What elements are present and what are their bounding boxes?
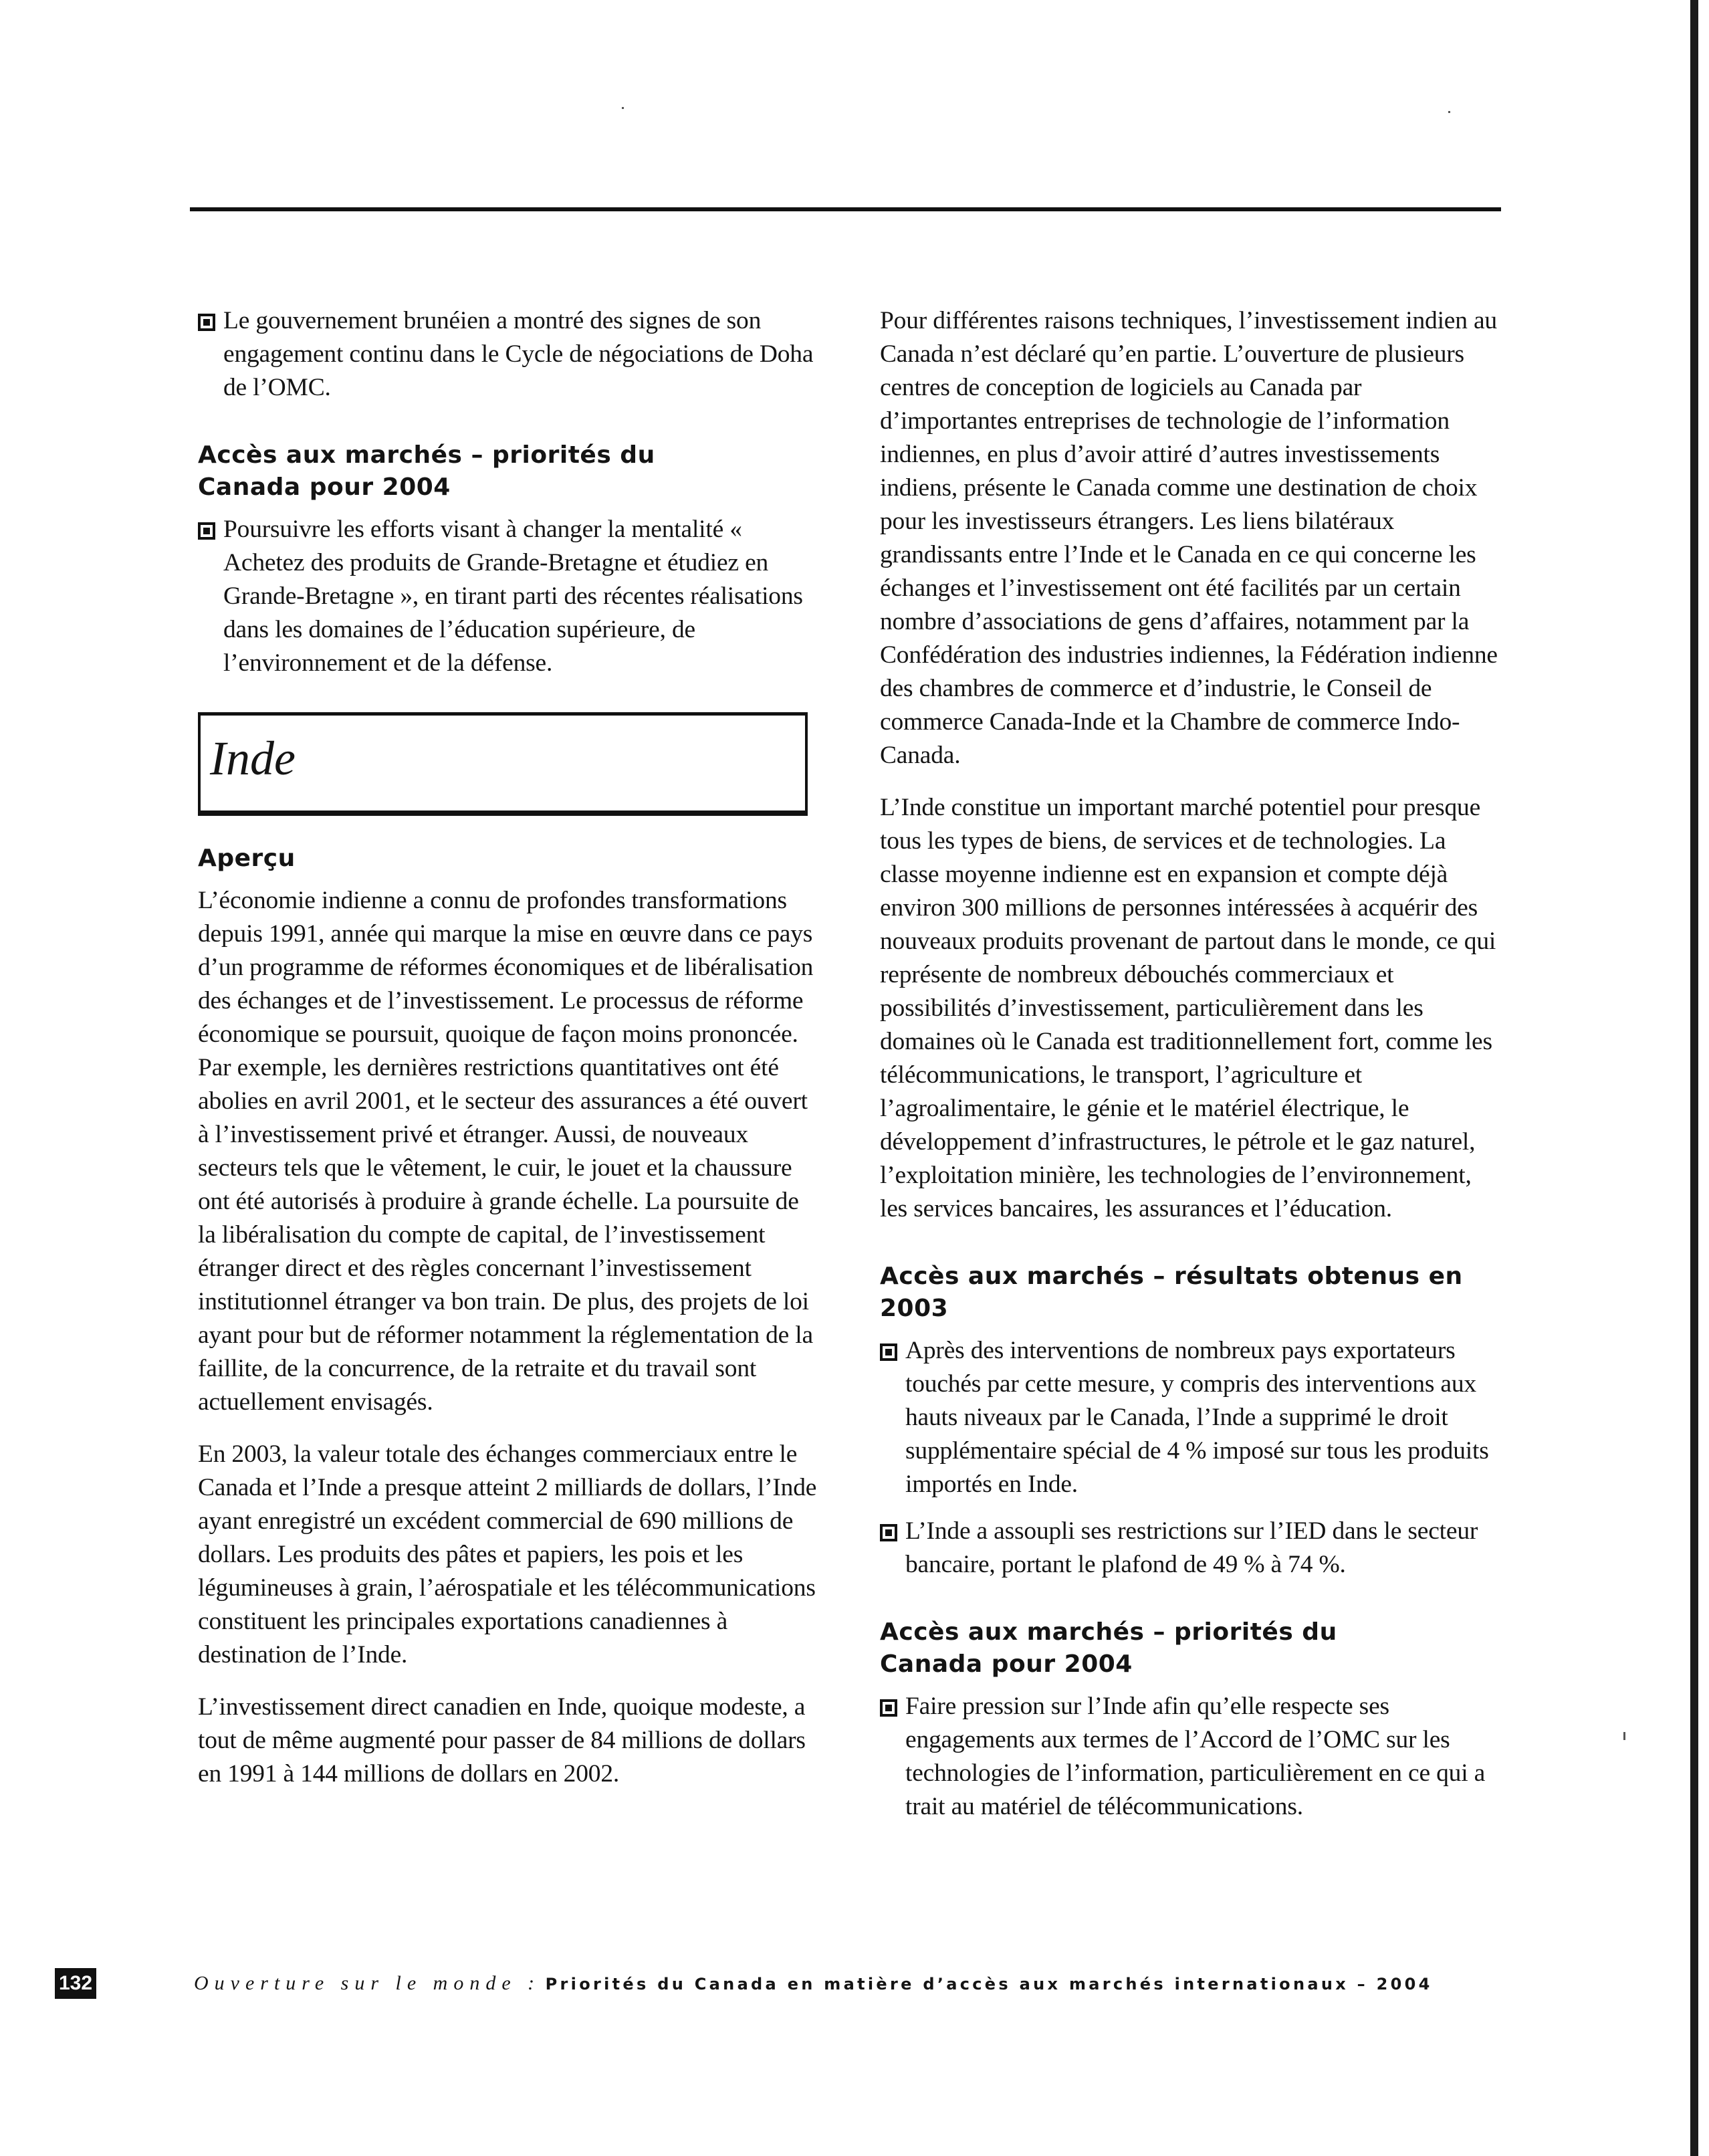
section-heading [880, 1616, 1502, 1681]
heading-line: Accès aux marchés – priorités du [198, 441, 655, 469]
footer-subtitle: Priorités du Canada en matière d’accès aux marchés internationaux – 2004 [545, 1975, 1433, 1993]
square-bullet-icon [880, 1524, 897, 1541]
paragraph: Pour différentes raisons techniques, l’investissement indien au Canada n’est déclaré qu’en partie. L’ouverture de plusieurs centres de conception de logiciels au Canada par d’importantes entreprises de technologie de l’information indiennes, en plus d’avoir attiré d’autres investissements indiens, présente le Canada comme une destination de choix pour les investisseurs étrangers. Les liens bilatéraux grandissants entre l’Inde et le Canada en ce qui concerne les échanges et l’investissement ont été facilités par un certain nombre d’associations de gens d’affaires, notamment par la Confédération des industries indiennes, la Fédération indienne des chambres de commerce et d’industrie, le Conseil de commerce Canada-Inde et la Chambre de commerce Indo-Canada. [880, 307, 1498, 769]
bullet-item [198, 304, 820, 405]
bullet-text: Poursuivre les efforts visant à changer la mentalité « Achetez des produits de Grande-Bretagne et étudiez en Grande-Bretagne », en tirant parti des récentes réalisations dans les domaines de l’éducation supérieure, de l’environnement et de la défense. [223, 516, 803, 677]
section-heading [198, 439, 820, 504]
country-section-box [198, 712, 808, 816]
paragraph: L’investissement direct canadien en Inde, quoique modeste, a tout de même augmenté pour passer de 84 millions de dollars en 1991 à 144 millions de dollars en 2002. [198, 1693, 806, 1788]
running-footer [194, 1970, 1433, 1998]
scan-edge-bar [1690, 0, 1698, 2156]
bullet-text: L’Inde a assoupli ses restrictions sur l’IED dans le secteur bancaire, portant le plafond de 49 % à 74 %. [905, 1517, 1478, 1578]
heading-line: Canada pour 2004 [198, 473, 451, 501]
square-bullet-icon [880, 1699, 897, 1717]
bullet-text: Après des interventions de nombreux pays exportateurs touchés par cette mesure, y compris des interventions aux hauts niveaux par le Canada, l’Inde a supprimé le droit supplémentaire spécial de 4 % imposé sur tous les produits importés en Inde. [905, 1337, 1489, 1498]
scan-speck [1623, 1732, 1625, 1740]
heading-line: Accès aux marchés – priorités du [880, 1618, 1337, 1646]
scan-speck [1448, 111, 1450, 113]
bullet-item [880, 1334, 1502, 1501]
heading-line: Canada pour 2004 [880, 1650, 1133, 1678]
square-bullet-icon [198, 314, 215, 331]
right-column [880, 304, 1502, 1837]
page-number: 132 [55, 1968, 96, 1999]
paragraph: L’économie indienne a connu de profondes transformations depuis 1991, année qui marque la mise en œuvre dans ce pays d’un programme de réformes économiques et de libéralisation des échanges et de l’investissement. Le processus de réforme économique se poursuit, quoique de façon moins prononcée. Par exemple, les dernières restrictions quantitatives ont été abolies en avril 2001, et le secteur des assurances a été ouvert à l’investissement privé et étranger. Aussi, de nouveaux secteurs tels que le vêtement, le cuir, le jouet et la chaussure ont été autorisés à produire à grande échelle. La poursuite de la libéralisation du compte de capital, de l’investissement étranger direct et des règles concernant l’investissement institutionnel étranger va bon train. De plus, des projets de loi ayant pour but de réformer notamment la réglementation de la faillite, de la concurrence, de la retraite et du travail sont actuellement envisagés. [198, 887, 814, 1416]
bullet-item [198, 513, 820, 680]
section-heading: Aperçu [198, 845, 296, 872]
country-section-title: Inde [210, 732, 296, 785]
bullet-text: Le gouvernement brunéien a montré des signes de son engagement continu dans le Cycle de négociations de Doha de l’OMC. [223, 307, 814, 401]
footer-title: Ouverture sur le monde : [194, 1972, 541, 1994]
paragraph: En 2003, la valeur totale des échanges commerciaux entre le Canada et l’Inde a presque atteint 2 milliards de dollars, l’Inde ayant enregistré un excédent commercial de 690 millions de dollars. Les produits des pâtes et papiers, les pois et les légumineuses à grain, l’aérospatiale et les télécommunications constituent les principales exportations canadiennes à destination de l’Inde. [198, 1440, 817, 1668]
scan-speck [622, 107, 624, 109]
square-bullet-icon [198, 522, 215, 540]
section-heading: Accès aux marchés – résultats obtenus en 2003 [880, 1263, 1463, 1322]
header-rule [190, 207, 1501, 211]
square-bullet-icon [880, 1343, 897, 1361]
paragraph: L’Inde constitue un important marché potentiel pour presque tous les types de biens, de services et de technologies. La classe moyenne indienne est en expansion et compte déjà environ 300 millions de personnes intéressées à acquérir des nouveaux produits provenant de partout dans le monde, ce qui représente de nombreux débouchés commerciaux et possibilités d’investissement, particulièrement dans les domaines où le Canada est traditionnellement fort, comme les télécommunications, le transport, l’agriculture et l’agroalimentaire, le génie et le matériel électrique, le développement d’infrastructures, le pétrole et le gaz naturel, l’exploitation minière, les technologies de l’environnement, les services bancaires, les assurances et l’éducation. [880, 794, 1496, 1222]
bullet-text: Faire pression sur l’Inde afin qu’elle respecte ses engagements aux termes de l’Accord de l’OMC sur les technologies de l’information, particulièrement en ce qui a trait au matériel de télécommunications. [905, 1693, 1486, 1820]
left-column [198, 304, 820, 1810]
bullet-item [880, 1515, 1502, 1582]
bullet-item [880, 1690, 1502, 1824]
